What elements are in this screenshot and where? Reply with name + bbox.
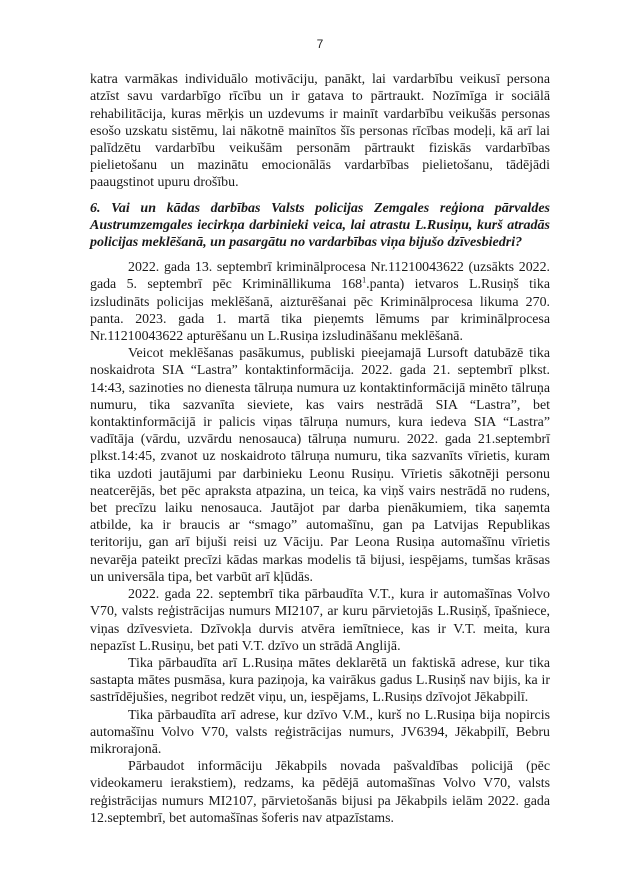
page-number: 7: [316, 37, 324, 51]
paragraph-mother-address-check: Tika pārbaudīta arī L.Rusiņa mātes deklarētā un faktiskā adrese, kur tika sastapta mātes pusmāsa, kura paziņoja, ka vairākus gadus L.Rusiņš nav bijis, ka ir sastrīdējušies, negribot redzēt viņu, un, iespējams, L.Rusiņs dzīvojot Jēkabpilī.: [90, 655, 550, 706]
superscript: 1: [362, 275, 367, 285]
paragraph-text: 2022. gada 13. septembrī kriminālprocesa Nr.11210043622 (uzsākts 2022. gada 5. septembrī pēc Krimināllikuma 168: [90, 260, 550, 293]
paragraph-criminal-process: [90, 259, 550, 345]
section-heading: 6. Vai un kādas darbības Valsts policijas Zemgales reģiona pārvaldes Austrumzemgales iecirkņa darbinieki veica, lai atrastu L.Rusiņu, kurš atradās policijas meklēšanā, un pasargātu no vardarbības viņa bijušo dzīvesbiedri?: [90, 200, 550, 251]
paragraph-buyer-address-check: Tika pārbaudīta arī adrese, kur dzīvo V.M., kurš no L.Rusiņa bija nopircis automašīnu Volvo V70, valsts reģistrācijas numurs, JV6394, Jēkabpilī, Bebru mikrorajonā.: [90, 707, 550, 757]
paragraph-video-camera-check: Pārbaudot informāciju Jēkabpils novada pašvaldības policijā (pēc videokameru ierakstiem), redzams, ka pēdējā automašīnas Volvo V70, valsts reģistrācijas numurs MI2107, pārvietošanās bijusi pa Jēkabpils ielām 2022. gada 12.septembrī, bet automašīnas šoferis nav atpazīstams.: [90, 759, 550, 826]
document-page: [90, 0, 550, 827]
paragraph-vehicle-owner-check: 2022. gada 22. septembrī tika pārbaudīta V.T., kura ir automašīnas Volvo V70, valsts reģistrācijas numurs MI2107, ar kuru pārvietojās L.Rusiņš, īpašniece, viņas dzīvesvieta. Dzīvokļa durvis atvēra iemītniece, kas ir V.T. meita, kura nepazīst L.Rusiņu, bet pati V.T. dzīvo un strādā Anglijā.: [90, 587, 550, 654]
paragraph-text: .panta) ietvaros L.Rusiņš tika izsludināts policijas meklēšanā, aizturēšanai pēc Kriminālprocesa likuma 270. panta. 2023. gada 1. martā tika pieņemts lēmums par kriminālprocesa Nr.11210043622 apturēšanu un L.Rusiņa izsludināšanu meklēšanā.: [90, 277, 551, 345]
paragraph-continuation: katra varmākas individuālo motivāciju, panākt, lai vardarbību veikusī persona atzīst savu vardarbīgo rīcību un ir gatava to pārtraukt. Nozīmīga ir sociālā rehabilitācija, kuras mērķis un uzdevums ir mainīt vardarbību veikušās personas esošo uzskatu sistēmu, lai nākotnē mainītos šīs personas rīcības modeļi, kā arī lai palīdzētu vardarbību veikušām personām pārtraukt fiziskās vardarbības pielietošanu un mazinātu emocionālās vardarbības pielietošanu, tādējādi paaugstinot upuru drošību.: [90, 72, 550, 191]
paragraph-search-measures: Veicot meklēšanas pasākumus, publiski pieejamajā Lursoft datubāzē tika noskaidrota SIA “Lastra” kontaktinformācija. 2022. gada 21. septembrī plkst. 14:43, sazinoties no dienesta tālruņa numura uz kontaktinformācijā minēto tālruņa numuru, tika sazvanīta sieviete, kas vairs nestrādā SIA “Lastra”, bet kontaktinformācijā ir palicis viņas tālruņa numurs, kura iedeva SIA “Lastra” vadītāja (vārdu, uzvārdu nenosauca) tālruņa numuru. 2022. gada 21.septembrī plkst.14:45, zvanot uz noskaidroto tālruņa numuru, tika sazvanīts vīrietis, kuram tika uzdoti jautājumi par darbinieku Leonu Rusiņu. Vīrietis sākotnēji personu neatcerējās, bet pēc apraksta atpazina, un teica, ka viņš vairs nestrādā no rudens, bet precīzu laiku nenosauca. Jautājot par darba pienākumiem, tika saņemta atbilde, ka ir braucis ar “smago” automašīnu, gan pa Latvijas Republikas teritoriju, gan arī bijuši reisi uz Vāciju. Par Leona Rusiņa automašīnu vīrietis nevarēja pateikt precīzi kādas markas modelis tā bijusi, iespējams, tumšas krāsas un universāla tipa, bet varbūt arī kļūdās.: [90, 346, 550, 585]
